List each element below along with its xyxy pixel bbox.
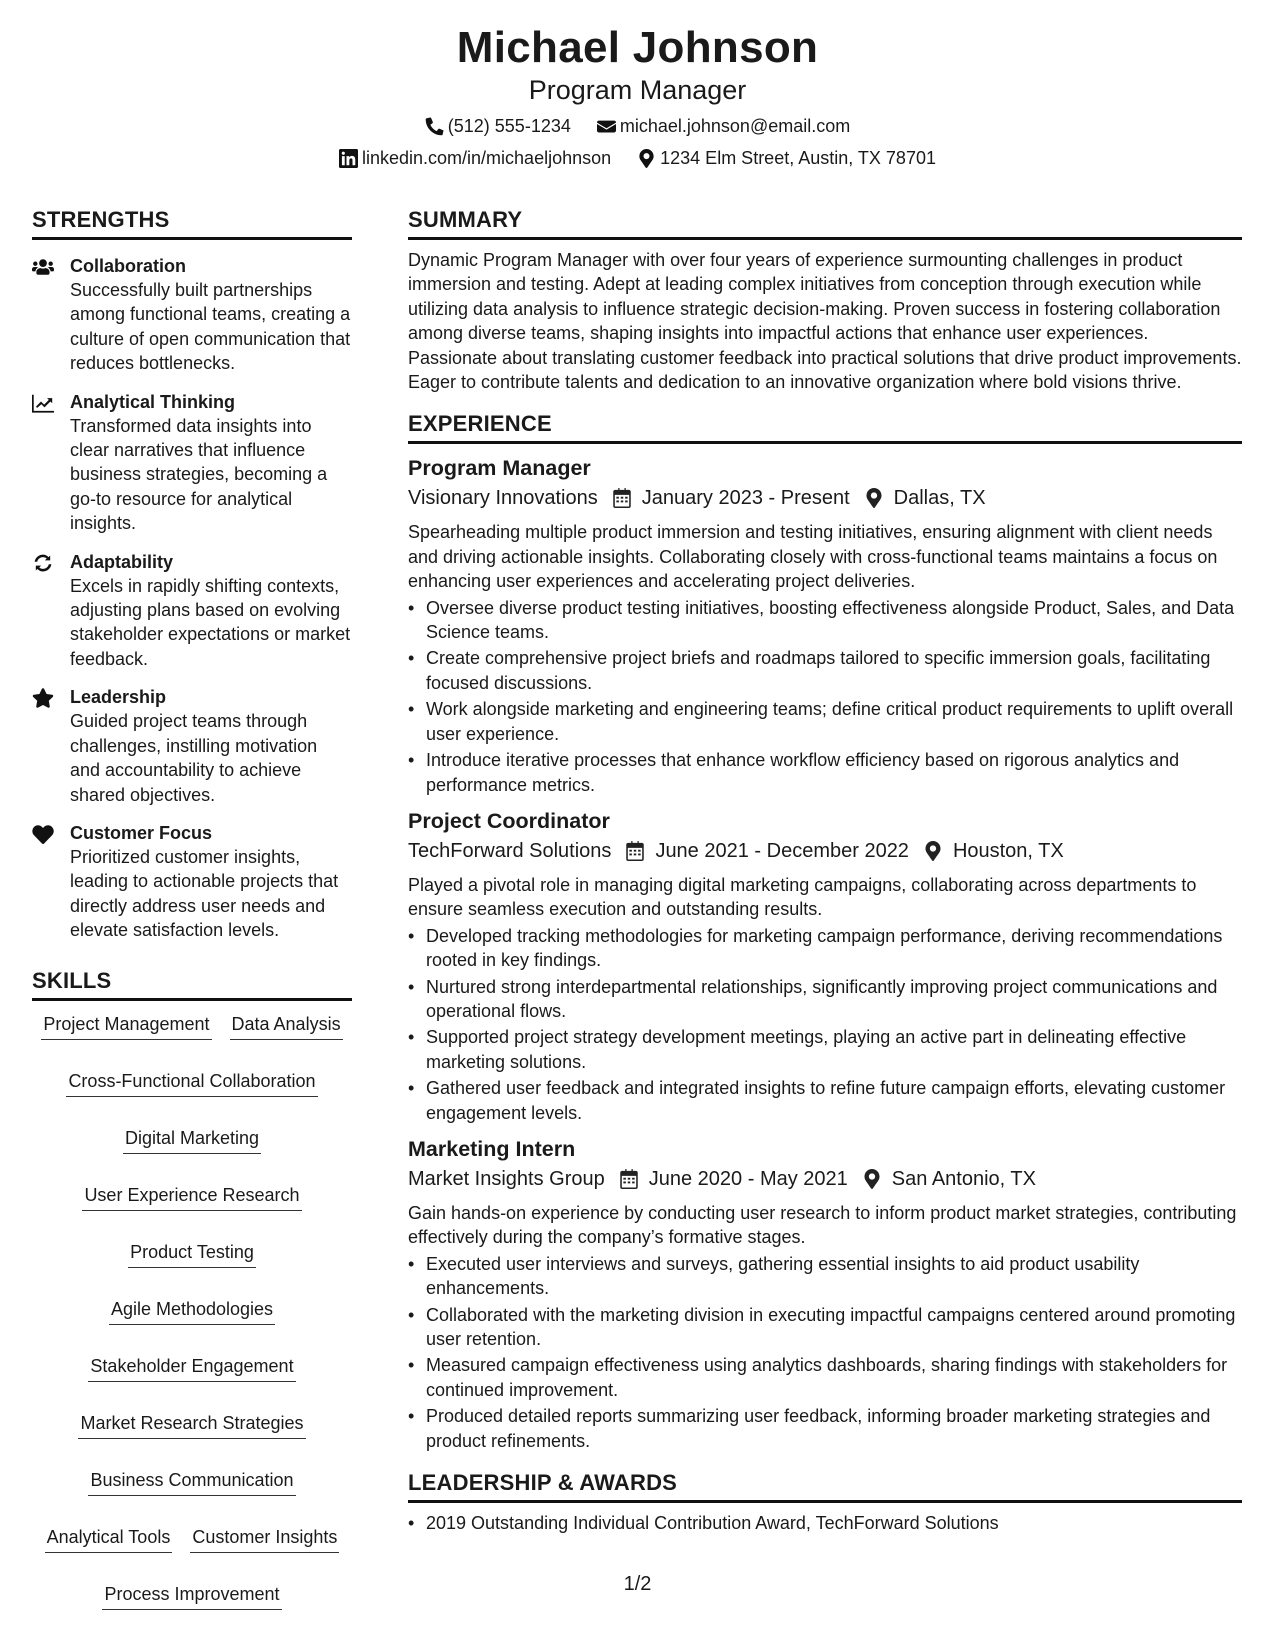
job-title: Marketing Intern xyxy=(408,1136,576,1161)
strength-item xyxy=(32,390,352,536)
star-icon xyxy=(32,688,54,708)
bullet-item: • Nurtured strong interdepartmental relationships, significantly improving project communications and operational flows. xyxy=(408,975,1242,1024)
job-company: TechForward Solutions xyxy=(408,839,612,862)
strengths-list xyxy=(32,254,352,943)
skill-tag: Project Management xyxy=(41,1013,211,1040)
skill-tag: Cross-Functional Collaboration xyxy=(66,1070,317,1097)
map-marker-icon xyxy=(637,149,656,168)
awards-list xyxy=(408,1511,1242,1535)
bullet-item: • Create comprehensive project briefs and roadmaps tailored to specific immersion goals, facilitating focused discussions. xyxy=(408,646,1242,695)
summary-text: Dynamic Program Manager with over four years of experience surmounting challenges in product immersion and testing. Adept at leading complex initiatives from conception through execution while utilizing data analysis to influence strategic decision-making. Proven success in fostering collaboration among diverse teams, shaping insights into impactful actions that enhance user experiences. Passionate about translating customer feedback into practical solutions that drive product improvements. Eager to contribute talents and dedication to an innovative organization where bold visions thrive. xyxy=(408,250,1242,393)
job-dates: June 2020 - May 2021 xyxy=(648,1167,848,1190)
map-marker-icon xyxy=(864,488,884,508)
strength-desc: Successfully built partnerships among functional teams, creating a culture of open communication that reduces bottlenecks. xyxy=(70,280,351,374)
strength-desc: Excels in rapidly shifting contexts, adjusting plans based on evolving stakeholder expectations or market feedback. xyxy=(70,575,351,669)
skill-tag: Analytical Tools xyxy=(45,1526,173,1553)
bullet-item: • Collaborated with the marketing division in executing impactful campaigns centered around promoting user retention. xyxy=(408,1303,1242,1352)
job-company: Market Insights Group xyxy=(408,1167,605,1190)
skill-tag: Stakeholder Engagement xyxy=(88,1355,295,1382)
address-text: 1234 Elm Street, Austin, TX 78701 xyxy=(660,148,936,168)
strength-desc: Prioritized customer insights, leading to actionable projects that directly address user needs and elevate satisfaction levels. xyxy=(70,846,339,941)
contact-linkedin[interactable] xyxy=(339,146,611,170)
skill-tag: Product Testing xyxy=(128,1241,256,1268)
bullet-item: • Supported project strategy development meetings, playing an active part in delineating effective marketing solutions. xyxy=(408,1025,1242,1074)
award-item: • 2019 Outstanding Individual Contribution Award, TechForward Solutions xyxy=(408,1511,1242,1535)
envelope-icon xyxy=(597,117,616,136)
summary-heading: SUMMARY xyxy=(408,206,1242,240)
job-location: Dallas, TX xyxy=(893,487,986,510)
strength-item xyxy=(32,254,352,376)
skill-tag: Customer Insights xyxy=(190,1526,339,1553)
bullet-item: • Produced detailed reports summarizing user feedback, informing broader marketing strategies and product refinements. xyxy=(408,1404,1242,1453)
job-bullets xyxy=(408,596,1242,797)
job-description: Played a pivotal role in managing digital marketing campaigns, collaborating across departments to ensure seamless execution and outstanding results. xyxy=(408,874,1197,920)
leadership-heading: LEADERSHIP & AWARDS xyxy=(408,1469,1242,1503)
job-dates: January 2023 - Present xyxy=(641,487,850,510)
skill-tag: Data Analysis xyxy=(230,1013,343,1040)
bullet-item: • Developed tracking methodologies for marketing campaign performance, deriving recommendations rooted in key findings. xyxy=(408,924,1242,973)
strength-title: Leadership xyxy=(70,687,167,708)
linkedin-icon xyxy=(339,149,358,168)
skill-tag: Agile Methodologies xyxy=(109,1298,275,1325)
phone-text: (512) 555-1234 xyxy=(447,116,571,136)
strength-item xyxy=(32,821,352,943)
bullet-item: • Measured campaign effectiveness using analytics dashboards, sharing findings with stakeholders for continued improvement. xyxy=(408,1353,1242,1402)
job-meta xyxy=(408,1165,1242,1193)
bullet-item: • Introduce iterative processes that enhance workflow efficiency based on rigorous analytics and performance metrics. xyxy=(408,748,1242,797)
left-column xyxy=(32,206,352,1610)
job-entry xyxy=(408,807,1242,1125)
job-meta xyxy=(408,484,1242,512)
job-entry xyxy=(408,1135,1242,1453)
users-icon xyxy=(32,257,54,277)
skill-tag: Market Research Strategies xyxy=(78,1412,305,1439)
contact-phone xyxy=(425,114,571,138)
contact-row-2 xyxy=(0,146,1275,170)
heart-icon xyxy=(32,824,54,844)
job-entry xyxy=(408,454,1242,796)
skills-list xyxy=(32,1013,352,1610)
job-description: Gain hands-on experience by conducting user research to inform product market strategies, contributing effectively during the company’s formative stages. xyxy=(408,1202,1237,1248)
phone-icon xyxy=(425,117,444,136)
right-column xyxy=(408,206,1242,1535)
strength-title: Collaboration xyxy=(70,256,186,276)
strength-title: Adaptability xyxy=(70,551,174,572)
skill-tag: Business Communication xyxy=(88,1469,295,1496)
job-bullets xyxy=(408,1252,1242,1453)
strength-item xyxy=(32,685,352,807)
strength-item xyxy=(32,550,352,672)
bullet-item: • Work alongside marketing and engineering teams; define critical product requirements to uplift overall user experience. xyxy=(408,697,1242,746)
resume-header xyxy=(0,22,1275,170)
job-title: Program Manager xyxy=(408,456,591,481)
chart-line-icon xyxy=(32,393,54,413)
strength-title: Customer Focus xyxy=(70,822,213,843)
bullet-item: • Gathered user feedback and integrated insights to refine future campaign efforts, elevating customer engagement levels. xyxy=(408,1076,1242,1125)
bullet-item: • Executed user interviews and surveys, gathering essential insights to aid product usability enhancements. xyxy=(408,1252,1242,1301)
contact-email[interactable] xyxy=(597,114,850,138)
strengths-heading: STRENGTHS xyxy=(32,206,352,240)
strength-desc: Guided project teams through challenges, instilling motivation and accountability to achieve shared objectives. xyxy=(70,711,318,805)
skill-tag: Digital Marketing xyxy=(123,1127,261,1154)
experience-heading: EXPERIENCE xyxy=(408,410,1242,444)
calendar-icon xyxy=(612,488,632,508)
strength-title: Analytical Thinking xyxy=(70,391,236,412)
job-dates: June 2021 - December 2022 xyxy=(655,839,909,862)
job-bullets xyxy=(408,924,1242,1125)
job-description: Spearheading multiple product immersion and testing initiatives, ensuring alignment with client needs and driving actionable insights. Collaborating closely with cross-functional teams maintains a focus on enhancing user experiences and accelerating project deliveries. xyxy=(408,522,1218,592)
contact-row-1 xyxy=(0,114,1275,138)
linkedin-text: linkedin.com/in/michaeljohnson xyxy=(362,148,612,168)
bullet-item: • Oversee diverse product testing initiatives, boosting effectiveness alongside Product, Sales, and Data Science teams. xyxy=(408,596,1242,645)
calendar-icon xyxy=(619,1169,639,1189)
calendar-icon xyxy=(625,841,645,861)
skill-tag: User Experience Research xyxy=(82,1184,301,1211)
sync-icon xyxy=(32,553,54,573)
job-title: Project Coordinator xyxy=(408,808,610,833)
map-marker-icon xyxy=(862,1169,882,1189)
map-marker-icon xyxy=(923,841,943,861)
page-number: 1/2 xyxy=(623,1573,652,1595)
job-location: San Antonio, TX xyxy=(891,1167,1036,1190)
skills-heading: SKILLS xyxy=(32,967,352,1001)
job-location: Houston, TX xyxy=(952,839,1064,862)
skill-tag: Process Improvement xyxy=(102,1583,281,1610)
job-meta xyxy=(408,837,1242,865)
candidate-name: Michael Johnson xyxy=(456,23,819,72)
job-company: Visionary Innovations xyxy=(408,487,598,510)
candidate-role: Program Manager xyxy=(528,75,747,105)
contact-address xyxy=(637,146,936,170)
strength-desc: Transformed data insights into clear narratives that influence business strategies, becoming a go-to resource for analytical insights. xyxy=(70,415,328,534)
email-text: michael.johnson@email.com xyxy=(619,116,851,136)
